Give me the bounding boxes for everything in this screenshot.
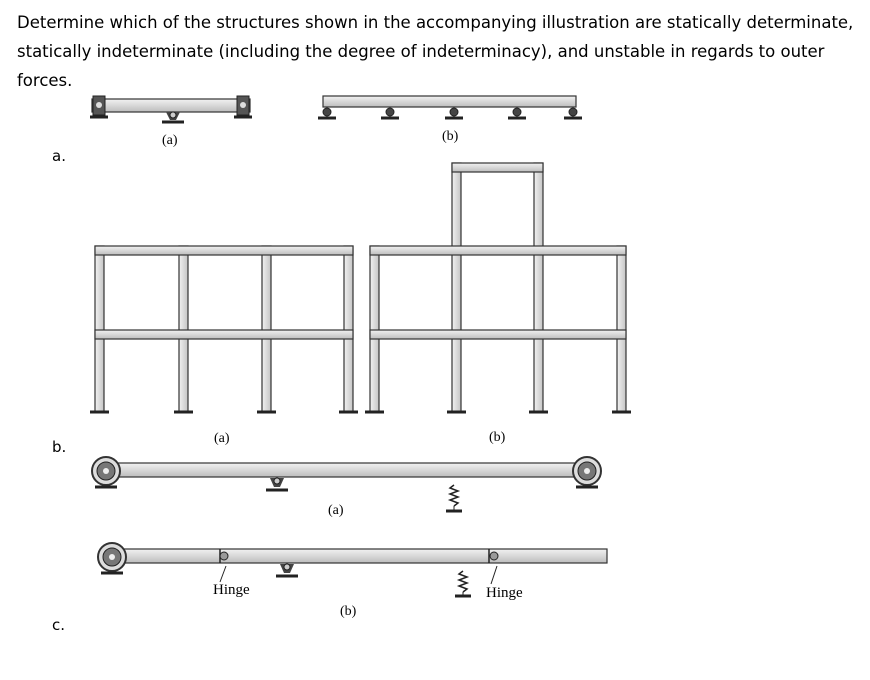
part-b-frame-b (365, 163, 631, 412)
part-c-caption-b: (b) (340, 604, 357, 619)
part-b-caption-b: (b) (489, 430, 506, 445)
part-c-label: c. (52, 616, 66, 634)
part-b-frame-a (90, 246, 358, 412)
part-b-caption-a: (a) (214, 431, 230, 446)
hinge-label-right: Hinge (486, 585, 523, 601)
part-c-beam-b (98, 543, 607, 596)
part-a-beam-a (90, 96, 252, 122)
question-text: Determine which of the structures shown in the accompanying illustration are statically determinate, statically indeterminate (including the degree of indeterminacy), and unstable in regards to outer forces. (17, 13, 854, 90)
part-c-caption-a: (a) (328, 503, 344, 518)
part-a-beam-b (318, 96, 582, 118)
part-c-beam-a (92, 457, 601, 511)
hinge-label-left: Hinge (213, 582, 250, 598)
part-a-caption-a: (a) (162, 133, 178, 148)
part-a-label: a. (52, 147, 66, 165)
part-a-caption-b: (b) (442, 129, 459, 144)
part-b-label: b. (52, 438, 67, 456)
